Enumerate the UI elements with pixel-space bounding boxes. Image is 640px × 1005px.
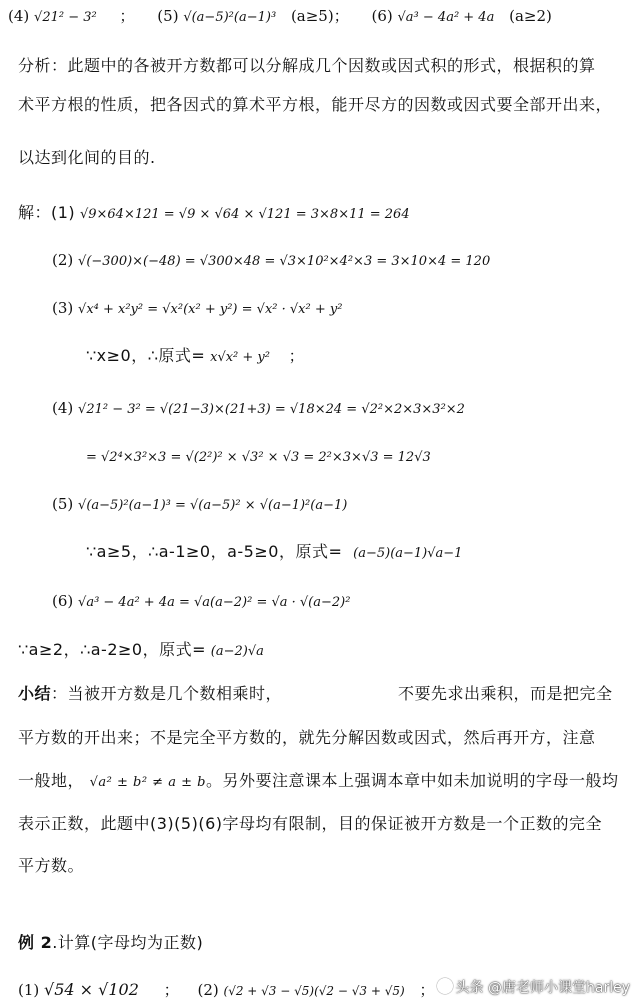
result-expr-5: (a−5)(a−1)√a−1: [353, 546, 463, 561]
solution-5-conclusion: [86, 542, 462, 564]
label-4: (4): [8, 7, 30, 25]
solution-label-4: (4): [52, 399, 74, 417]
result-expr-6: (a−2)√a: [210, 644, 264, 659]
solution-4: [52, 398, 465, 420]
result-expr-3: x√x² + y²: [210, 350, 270, 365]
summary-line-3: [18, 771, 618, 793]
solution-5: [52, 494, 347, 516]
example-2-text: .计算(字母均为正数): [52, 933, 204, 952]
cond-6: (a≥2): [509, 7, 552, 25]
solution-label-3: (3): [52, 299, 74, 317]
solution-expr-6: √a³ − 4a² + 4a = √a(a−2)² = √a · √(a−2)²: [78, 595, 351, 610]
label-6: (6): [371, 7, 393, 25]
sep-1: ；: [119, 7, 135, 25]
solution-expr-4b: = √2⁴×3²×3 = √(2²)² × √3² × √3 = 2²×3×√3 = 12√3: [86, 450, 431, 465]
solution-4-continued: [86, 446, 431, 468]
summary-heading: 小结: [18, 684, 52, 703]
watermark-icon: [437, 978, 453, 994]
solution-1: [18, 203, 410, 225]
summary-line-1: [18, 684, 638, 704]
example-2-label-2: (2): [197, 981, 219, 999]
example-2-heading: [18, 933, 203, 953]
condition-text-3: ∵x≥0，∴原式=: [86, 346, 206, 365]
summary-text-3b: 。另外要注意课本上强调本章中如未加说明的字母一般均: [205, 771, 619, 790]
watermark-text: 头条 @唐老师小课堂harley: [455, 980, 630, 996]
example-2-end: ；: [419, 981, 435, 999]
expr-6: √a³ − 4a² + 4a: [397, 10, 495, 25]
label-5: (5): [157, 7, 179, 25]
example-2-label: 例 2: [18, 933, 53, 952]
problem-row-4-5-6: [8, 6, 552, 28]
solution-label-5: (5): [52, 495, 74, 513]
analysis-line-3: 以达到化间的目的.: [18, 148, 156, 167]
solution-3-conclusion: [86, 346, 304, 368]
analysis-line-1: 分析：此题中的各被开方数都可以分解成几个因数或因式积的形式，根据积的算: [18, 56, 596, 75]
solution-6-conclusion: [18, 640, 264, 662]
analysis-line-2: 术平方根的性质，把各因式的算术平方根，能开尽方的因数或因式要全部开出来，: [18, 95, 613, 114]
expr-4: √21² − 3²: [34, 10, 97, 25]
summary-line-4: 表示正数，此题中(3)(5)(6)字母均有限制，目的保证被开方数是一个正数的完全: [18, 814, 602, 833]
summary-line-5: 平方数。: [18, 856, 85, 875]
summary-line-2: 平方数的开出来；不是完全平方数的，就先分解因数或因式，然后再开方，注意: [18, 728, 596, 747]
example-2-expr-1: √54 × √102: [44, 980, 139, 999]
solution-expr-5: √(a−5)²(a−1)³ = √(a−5)² × √(a−1)²(a−1): [78, 498, 348, 513]
example-2-problems: [18, 980, 434, 1001]
cond-5: (a≥5)；: [290, 7, 349, 25]
example-2-sep: ；: [163, 981, 179, 999]
condition-text-6: ∵a≥2，∴a-2≥0，原式=: [18, 640, 207, 659]
solution-expr-2: √(−300)×(−48) = √300×48 = √3×10²×4²×3 = 3×10×4 = 120: [78, 254, 491, 269]
solution-expr-3: √x⁴ + x²y² = √x²(x² + y²) = √x² · √x² + y²: [78, 302, 343, 317]
example-2-label-1: (1): [18, 981, 40, 999]
solution-6: [52, 591, 350, 613]
solution-3: [52, 298, 342, 320]
solution-expr-4: √21² − 3² = √(21−3)×(21+3) = √18×24 = √2²×2×3×3²×2: [78, 402, 465, 417]
summary-text-3a: 一般地，: [18, 771, 85, 790]
summary-inequality: √a² ± b² ≠ a ± b: [89, 775, 206, 790]
solution-2: [52, 250, 490, 272]
solution-label-1: 解：(1): [18, 203, 76, 222]
watermark: [437, 977, 630, 997]
summary-text-1a: ：当被开方数是几个数相乘时，: [51, 684, 283, 703]
solution-label-2: (2): [52, 251, 74, 269]
condition-text-5: ∵a≥5，∴a-1≥0，a-5≥0，原式=: [86, 542, 343, 561]
solution-expr-1: √9×64×121 = √9 × √64 × √121 = 3×8×11 = 264: [79, 207, 410, 222]
semicolon-3: ；: [288, 347, 304, 365]
solution-label-6: (6): [52, 592, 74, 610]
summary-text-1b: 不要先求出乘积，而是把完全: [398, 684, 613, 703]
example-2-expr-2: (√2 + √3 − √5)(√2 − √3 + √5): [223, 984, 405, 998]
expr-5: √(a−5)²(a−1)³: [183, 10, 277, 25]
